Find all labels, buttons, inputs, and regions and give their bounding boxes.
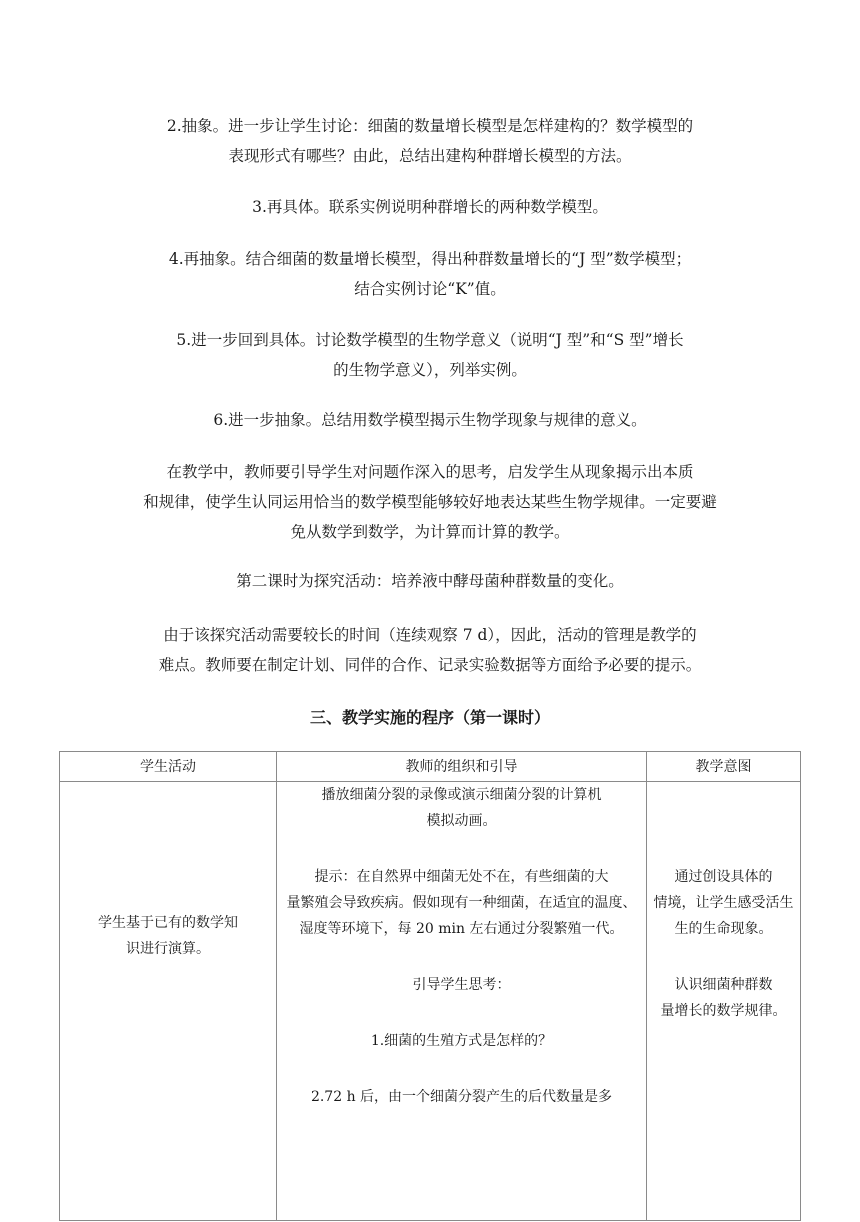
cell-line: 量繁殖会导致疾病。假如现有一种细菌，在适宜的温度、 bbox=[286, 895, 637, 911]
paragraph-line: 第二课时为探究活动：培养液中酵母菌种群数量的变化。 bbox=[236, 572, 624, 590]
paragraph-line: 3.再具体。联系实例说明种群增长的两种数学模型。 bbox=[252, 198, 608, 216]
paragraph-line: 结合实例讨论“K”值。 bbox=[354, 280, 506, 298]
cell-line: 情境，让学生感受活生 bbox=[653, 895, 794, 911]
paragraph-second-lesson bbox=[0, 566, 860, 596]
cell-line: 学生基于已有的数学知 bbox=[98, 915, 238, 931]
cell-line: 量增长的数学规律。 bbox=[660, 1003, 787, 1019]
paragraph-abstract bbox=[0, 111, 860, 171]
cell-teaching-intent bbox=[647, 782, 801, 1221]
header-student-activity: 学生活动 bbox=[60, 752, 277, 782]
cell-student-activity bbox=[60, 782, 277, 1221]
paragraph-line: 在教学中，教师要引导学生对问题作深入的思考，启发学生从现象揭示出本质 bbox=[166, 463, 694, 481]
cell-line: 识进行演算。 bbox=[126, 941, 210, 957]
paragraph-activity-management bbox=[0, 620, 860, 680]
paragraph-line: 难点。教师要在制定计划、同伴的合作、记录实验数据等方面给予必要的提示。 bbox=[158, 656, 702, 674]
paragraph-line: 5.进一步回到具体。讨论数学模型的生物学意义（说明“J 型”和“S 型”增长 bbox=[176, 331, 684, 349]
cell-line: 认识细菌种群数 bbox=[674, 977, 773, 993]
spacer bbox=[279, 942, 644, 972]
spacer bbox=[279, 834, 644, 864]
cell-line: 提示：在自然界中细菌无处不在，有些细菌的大 bbox=[314, 869, 609, 885]
table-header-row bbox=[60, 752, 801, 782]
cell-line: 引导学生思考： bbox=[412, 977, 511, 993]
paragraph-line: 表现形式有哪些？由此，总结出建构种群增长模型的方法。 bbox=[228, 147, 632, 165]
cell-line: 1.细菌的生殖方式是怎样的？ bbox=[370, 1033, 553, 1049]
cell-teacher-guidance bbox=[277, 782, 647, 1221]
paragraph-biological-meaning bbox=[0, 325, 860, 385]
table-row bbox=[60, 782, 801, 1221]
paragraph-line: 由于该探究活动需要较长的时间（连续观察 7 d），因此，活动的管理是教学的 bbox=[163, 626, 697, 644]
header-teaching-intent: 教学意图 bbox=[647, 752, 801, 782]
spacer bbox=[279, 1054, 644, 1084]
paragraph-line: 6.进一步抽象。总结用数学模型揭示生物学现象与规律的意义。 bbox=[213, 411, 647, 429]
paragraph-concrete bbox=[0, 192, 860, 222]
paragraph-line: 4.再抽象。结合细菌的数量增长模型，得出种群数量增长的“J 型”数学模型； bbox=[168, 250, 692, 268]
paragraph-summary bbox=[0, 405, 860, 435]
section-heading: 三、教学实施的程序（第一课时） bbox=[309, 708, 550, 727]
cell-line: 通过创设具体的 bbox=[674, 869, 773, 885]
paragraph-line: 的生物学意义），列举实例。 bbox=[333, 361, 527, 379]
cell-line: 2.72 h 后，由一个细菌分裂产生的后代数量是多 bbox=[310, 1089, 613, 1105]
header-teacher-guidance: 教师的组织和引导 bbox=[277, 752, 647, 782]
teaching-procedure-table bbox=[59, 751, 801, 1221]
spacer bbox=[279, 998, 644, 1028]
paragraph-j-model bbox=[0, 244, 860, 304]
cell-line: 播放细菌分裂的录像或演示细菌分裂的计算机 bbox=[321, 787, 602, 803]
paragraph-line: 和规律，使学生认同运用恰当的数学模型能够较好地表达某些生物学规律。一定要避 bbox=[143, 493, 717, 511]
spacer bbox=[649, 942, 798, 972]
cell-line: 生的生命现象。 bbox=[674, 921, 773, 937]
cell-line: 湿度等环境下，每 20 min 左右通过分裂繁殖一代。 bbox=[299, 921, 624, 937]
paragraph-teaching-note bbox=[0, 457, 860, 547]
cell-line: 模拟动画。 bbox=[426, 813, 497, 829]
paragraph-line: 2.抽象。进一步让学生讨论：细菌的数量增长模型是怎样建构的？数学模型的 bbox=[166, 117, 694, 135]
paragraph-line: 免从数学到数学，为计算而计算的教学。 bbox=[290, 523, 570, 541]
